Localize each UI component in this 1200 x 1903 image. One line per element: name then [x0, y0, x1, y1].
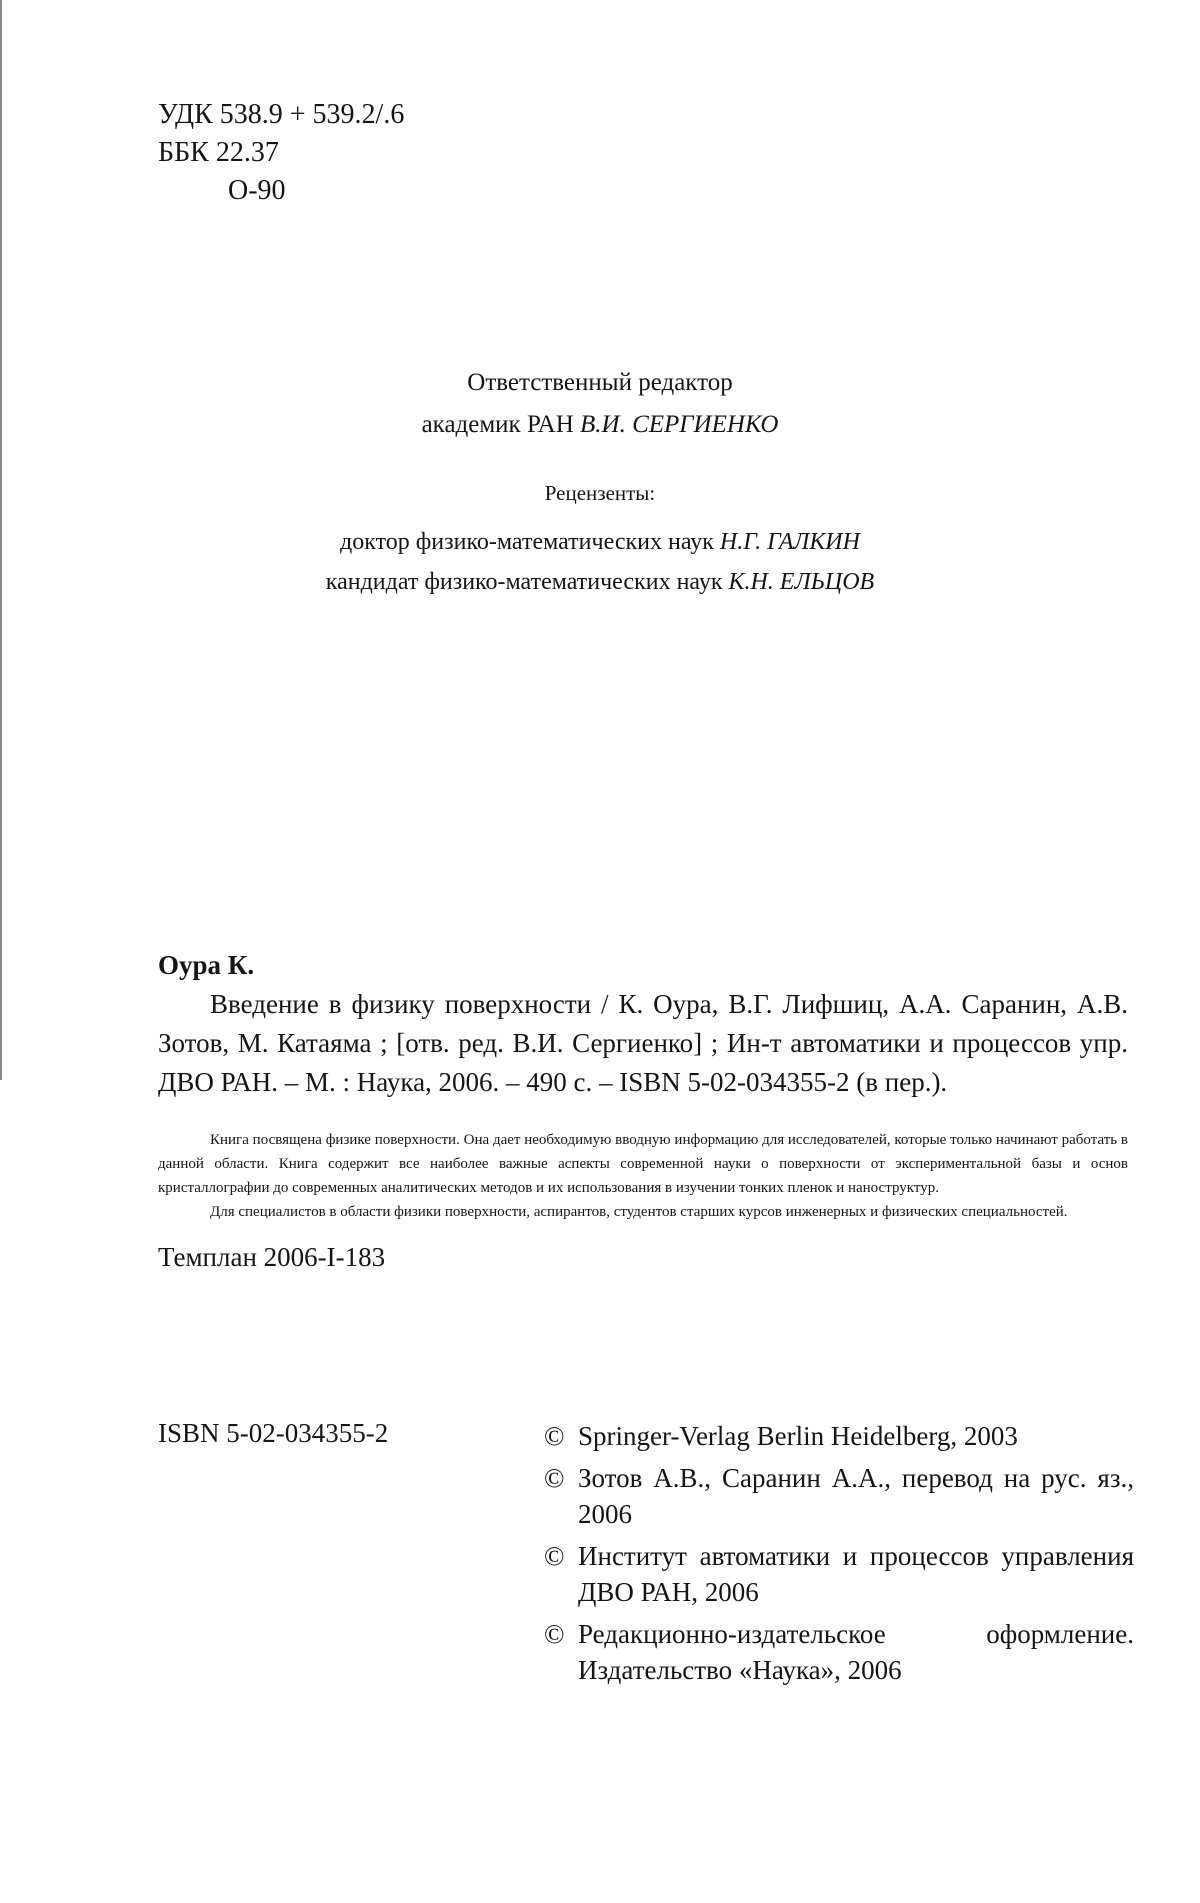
reviewer-name: Н.Г. ГАЛКИН [719, 529, 860, 555]
copyright-item [544, 1460, 1134, 1532]
reviewer-degree: доктор физико-математических наук [340, 529, 714, 555]
copyright-item [544, 1616, 1134, 1688]
copyright-symbol: © [544, 1619, 565, 1649]
copyright-text: Зотов А.В., Саранин А.А., перевод на рус. яз., 2006 [578, 1463, 1134, 1529]
bbk-code: ББК 22.37 [158, 137, 279, 168]
editor-line [0, 404, 1200, 446]
copyright-symbol: © [544, 1421, 565, 1451]
copyright-symbol: © [544, 1463, 565, 1493]
reviewer-1 [0, 522, 1200, 562]
reviewer-2 [0, 562, 1200, 602]
editor-name: В.И. СЕРГИЕНКО [580, 411, 779, 438]
annotation-paragraph: Для специалистов в области физики поверхности, аспирантов, студентов старших курсов инженерных и физических специальностей. [210, 1204, 1068, 1220]
classification-block [158, 96, 404, 210]
reviewers-list [0, 522, 1200, 602]
copyright-list [544, 1418, 1134, 1694]
copyright-text: Институт автоматики и процессов управления ДВО РАН, 2006 [578, 1541, 1134, 1607]
annotation-paragraph: Книга посвящена физике поверхности. Она дает необходимую вводную информацию для исследователей, которые только начинают работать в данной области. Книга содержит все наиболее важные аспекты современной науки о поверхности от экспериментальной базы и основ кристаллографии до современных аналитических методов и их использования в изучении тонких пленок и наноструктур. [158, 1132, 1128, 1196]
udk-code: УДК 538.9 + 539.2/.6 [158, 99, 405, 130]
bibliography-author: Оура К. [158, 950, 255, 980]
author-mark: О-90 [228, 175, 286, 206]
editor-role: Ответственный редактор [467, 369, 733, 396]
reviewer-name: К.Н. ЕЛЬЦОВ [728, 569, 875, 595]
copyright-item [544, 1538, 1134, 1610]
annotation-block [158, 1128, 1128, 1224]
reviewers-heading: Рецензенты: [544, 481, 656, 505]
copyright-text: Springer-Verlag Berlin Heidelberg, 2003 [578, 1421, 1018, 1451]
templan: Темплан 2006-I-183 [158, 1242, 386, 1272]
copyright-item [544, 1418, 1134, 1454]
reviewer-degree: кандидат физико-математических наук [325, 569, 723, 595]
bibliography-entry: Введение в физику поверхности / К. Оура, В.Г. Лифшиц, А.А. Саранин, А.В. Зотов, М. Катаяма ; [отв. ред. В.И. Сергиенко] ; Ин-т автоматики и процессов упр. ДВО РАН. – М. : Наука, 2006. – 490 с. – ISBN 5-02-034355-2 (в пер.). [158, 989, 1128, 1097]
copyright-symbol: © [544, 1541, 565, 1571]
editor-block [0, 362, 1200, 446]
editor-title: академик РАН [421, 411, 574, 438]
isbn: ISBN 5-02-034355-2 [158, 1418, 389, 1448]
copyright-text: Редакционно-издательское оформление. Издательство «Наука», 2006 [578, 1619, 1134, 1685]
